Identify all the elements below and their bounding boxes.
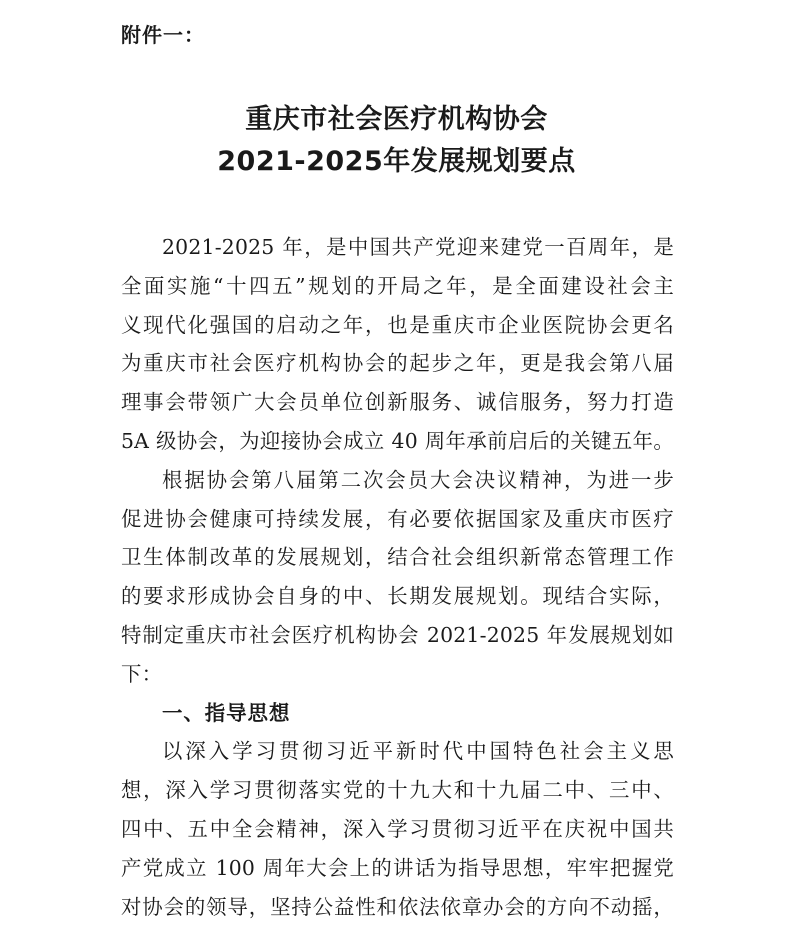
paragraph-2-line: 卫生体制改革的发展规划，结合社会组织新常态管理工作 — [121, 545, 674, 570]
paragraph-2-line: 根据协会第八届第二次会员大会决议精神，为进一步 — [162, 467, 674, 492]
paragraph-3-line: 四中、五中全会精神，深入学习贯彻习近平在庆祝中国共 — [121, 816, 674, 841]
paragraph-2-line: 特制定重庆市社会医疗机构协会 2021-2025 年发展规划如 — [121, 622, 674, 647]
paragraph-1-line: 5A 级协会，为迎接协会成立 40 周年承前启后的关键五年。 — [121, 428, 674, 453]
paragraph-1-line: 2021-2025 年，是中国共产党迎来建党一百周年，是 — [162, 235, 674, 259]
section-heading: 一、指导思想 — [162, 700, 291, 725]
document-body — [121, 228, 674, 926]
attachment-label: 附件一： — [121, 23, 205, 47]
paragraph-2-line: 下： — [121, 661, 163, 686]
paragraph-3-line: 对协会的领导，坚持公益性和依法依章办会的方向不动摇， — [121, 894, 674, 919]
paragraph-2-line: 促进协会健康可持续发展，有必要依据国家及重庆市医疗 — [121, 506, 674, 531]
paragraph-3-line: 以深入学习贯彻习近平新时代中国特色社会主义思 — [162, 739, 674, 764]
document-title-line-1: 重庆市社会医疗机构协会 — [245, 104, 548, 135]
paragraph-1-line: 义现代化强国的启动之年，也是重庆市企业医院协会更名 — [121, 312, 674, 337]
paragraph-1-line: 全面实施“十四五”规划的开局之年，是全面建设社会主 — [121, 273, 674, 298]
paragraph-3-line: 产党成立 100 周年大会上的讲话为指导思想，牢牢把握党 — [121, 855, 674, 880]
paragraph-3-line: 想，深入学习贯彻落实党的十九大和十九届二中、三中、 — [121, 778, 674, 803]
paragraph-1-line: 为重庆市社会医疗机构协会的起步之年，更是我会第八届 — [121, 351, 674, 376]
document-title-line-2: 2021-2025年发展规划要点 — [217, 146, 576, 177]
paragraph-2-line: 的要求形成协会自身的中、长期发展规划。现结合实际， — [121, 584, 674, 609]
paragraph-1-line: 理事会带领广大会员单位创新服务、诚信服务，努力打造 — [121, 390, 674, 415]
